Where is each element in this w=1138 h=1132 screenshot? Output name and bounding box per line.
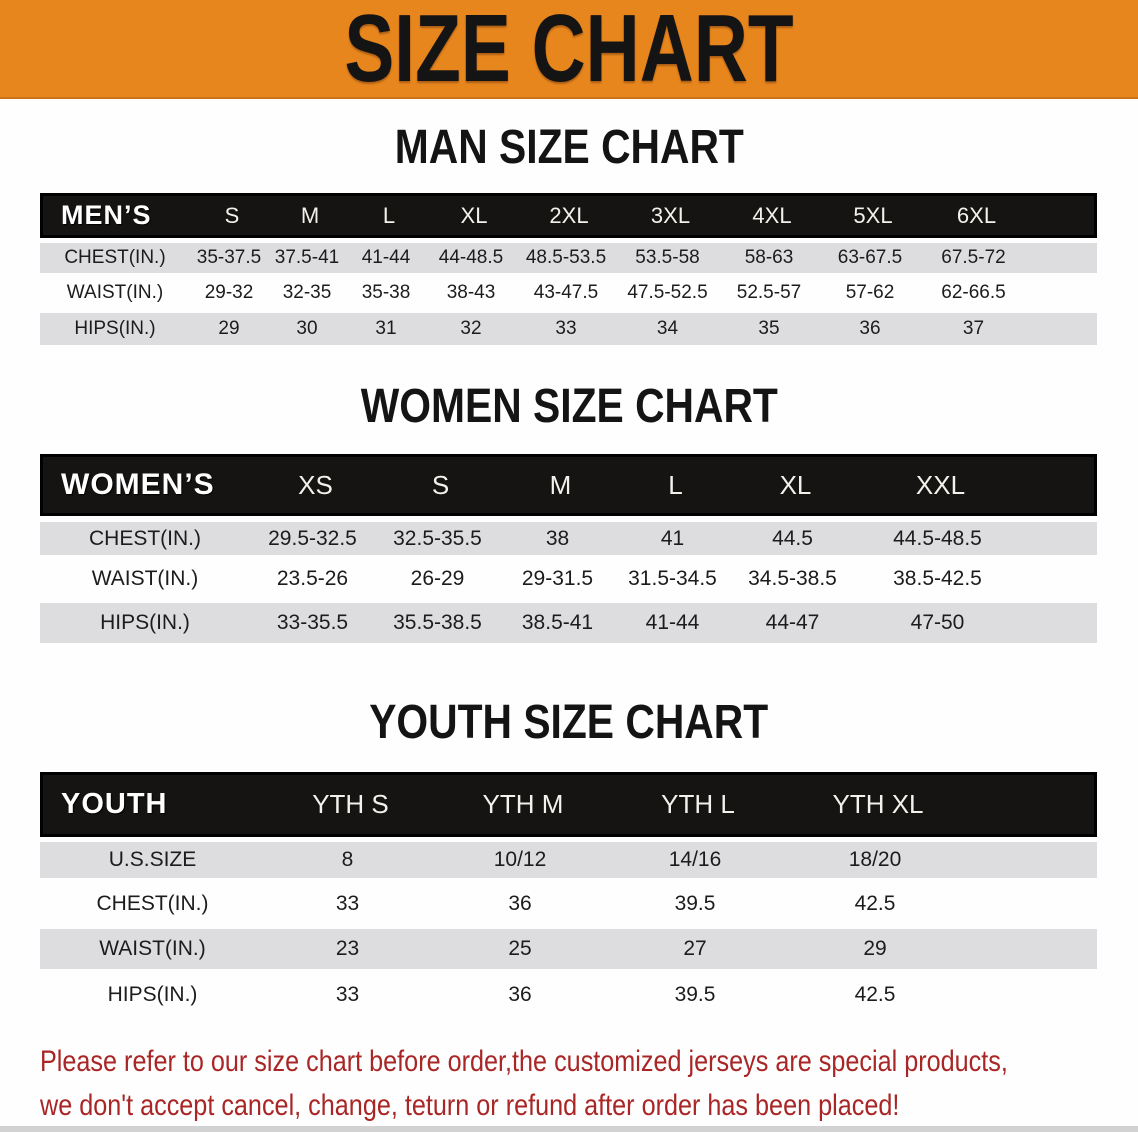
size-col-header: YTH M [482, 789, 564, 819]
table-cell: 42.5 [854, 983, 896, 1006]
table-cell: 31 [375, 318, 397, 339]
table-cell: 44-48.5 [438, 247, 504, 268]
table-cell: 35.5-38.5 [393, 611, 482, 634]
table-cell: 44-47 [765, 611, 820, 634]
table-cell: 33 [555, 318, 577, 339]
table-cell: 47-50 [910, 611, 965, 634]
table-cell: 43-47.5 [533, 282, 599, 303]
size-col-header: 5XL [853, 202, 893, 228]
table-cell: 23 [335, 937, 360, 960]
table-cell: 42.5 [854, 892, 896, 915]
table-cell: 34.5-38.5 [748, 567, 837, 590]
youth-group-label: YOUTH [61, 788, 168, 820]
table-cell: 34 [656, 318, 679, 339]
row-label: CHEST(IN.) [89, 526, 201, 550]
youth-chest-row [40, 884, 1097, 924]
table-cell: 39.5 [674, 892, 716, 915]
table-cell: 47.5-52.5 [627, 282, 708, 303]
table-cell: 25 [508, 937, 532, 960]
table-cell: 29 [863, 937, 887, 960]
men-heading-text: MAN SIZE CHART [394, 121, 744, 174]
table-cell: 29 [218, 318, 240, 339]
table-cell: 32-35 [282, 282, 332, 303]
footer-note-line2: we don't accept cancel, change, teturn or refund after order has been placed! [40, 1089, 900, 1122]
size-col-header: M [549, 469, 572, 500]
table-cell: 29.5-32.5 [268, 526, 357, 550]
youth-heading-text: YOUTH SIZE CHART [369, 696, 769, 749]
table-cell: 52.5-57 [736, 282, 802, 303]
table-cell: 41-44 [361, 247, 411, 268]
men-chest-row [40, 243, 1097, 273]
size-col-header: YTH L [661, 789, 735, 819]
table-cell: 67.5-72 [941, 247, 1006, 268]
table-cell: 36 [508, 892, 532, 915]
table-cell: 38.5-42.5 [893, 567, 982, 590]
row-label: WAIST(IN.) [99, 937, 206, 960]
youth-waist-row [40, 929, 1097, 969]
size-col-header: L [668, 469, 683, 500]
table-cell: 8 [341, 848, 354, 871]
page-title: SIZE CHART [344, 0, 794, 102]
men-waist-row [40, 278, 1097, 308]
table-cell: 41 [660, 526, 685, 550]
bottom-edge-strip [0, 1126, 1138, 1132]
women-group-label: WOMEN’S [61, 468, 215, 501]
table-cell: 63-67.5 [837, 247, 903, 268]
table-cell: 33 [335, 892, 360, 915]
size-col-header: S [431, 469, 450, 500]
men-hips-row [40, 313, 1097, 345]
banner [0, 0, 1138, 102]
size-col-header: 4XL [752, 202, 792, 228]
women-waist-row [40, 561, 1097, 597]
women-hips-row [40, 603, 1097, 643]
table-cell: 38-43 [446, 282, 496, 303]
table-cell: 18/20 [848, 848, 902, 871]
table-cell: 44.5 [772, 526, 813, 550]
size-col-header: XL [779, 469, 812, 500]
table-cell: 37 [962, 318, 985, 339]
table-cell: 62-66.5 [941, 282, 1006, 303]
row-label: CHEST(IN.) [64, 247, 166, 268]
table-cell: 48.5-53.5 [525, 247, 607, 268]
youth-hips-row [40, 976, 1097, 1014]
footer-note [40, 1040, 1138, 1128]
size-col-header: 3XL [650, 202, 691, 228]
row-label: WAIST(IN.) [91, 567, 199, 590]
size-col-header: YTH S [312, 789, 389, 819]
table-cell: 44.5-48.5 [893, 526, 982, 550]
men-heading [0, 123, 1138, 173]
table-cell: 31.5-34.5 [628, 567, 717, 590]
table-cell: 38.5-41 [521, 611, 594, 634]
row-label: HIPS(IN.) [107, 983, 198, 1006]
table-cell: 30 [296, 318, 318, 339]
men-group-label: MEN’S [61, 200, 152, 230]
table-cell: 32 [460, 318, 482, 339]
table-cell: 29-31.5 [521, 567, 594, 590]
youth-table-header-row [40, 772, 1097, 837]
row-label: U.S.SIZE [108, 848, 197, 871]
row-label: HIPS(IN.) [74, 318, 156, 339]
table-cell: 27 [683, 937, 707, 960]
women-size-table [40, 454, 1097, 643]
table-cell: 57-62 [845, 282, 895, 303]
size-col-header: S [224, 202, 240, 228]
table-cell: 37.5-41 [274, 247, 340, 268]
women-table-header-row [40, 454, 1097, 516]
table-cell: 35-37.5 [196, 247, 262, 268]
row-label: HIPS(IN.) [100, 611, 190, 634]
size-col-header: YTH XL [832, 789, 924, 819]
row-label: CHEST(IN.) [96, 892, 209, 915]
table-cell: 38 [545, 526, 570, 550]
table-cell: 58-63 [744, 247, 794, 268]
table-cell: 33-35.5 [276, 611, 349, 634]
women-chest-row [40, 522, 1097, 555]
footer-note-line1: Please refer to our size chart before order,the customized jerseys are special products, [40, 1045, 1008, 1078]
youth-heading [0, 696, 1138, 749]
table-cell: 41-44 [645, 611, 700, 634]
table-cell: 36 [508, 983, 532, 1006]
size-col-header: XL [460, 202, 488, 228]
size-col-header: 2XL [549, 202, 589, 228]
women-heading [0, 380, 1138, 433]
table-cell: 23.5-26 [276, 567, 349, 590]
size-col-header: M [300, 202, 320, 228]
table-cell: 33 [335, 983, 360, 1006]
row-label: WAIST(IN.) [66, 282, 164, 303]
women-heading-text: WOMEN SIZE CHART [360, 380, 778, 433]
table-cell: 36 [859, 318, 881, 339]
youth-ussize-row [40, 842, 1097, 878]
youth-size-table [40, 772, 1097, 1014]
men-table-header-row [40, 193, 1097, 238]
men-size-table [40, 193, 1097, 345]
table-cell: 26-29 [410, 567, 465, 590]
table-cell: 35 [758, 318, 780, 339]
size-col-header: L [382, 202, 396, 228]
table-cell: 35-38 [361, 282, 411, 303]
table-cell: 14/16 [668, 848, 722, 871]
size-col-header: XS [298, 469, 333, 500]
table-cell: 10/12 [493, 848, 547, 871]
size-col-header: 6XL [956, 202, 997, 228]
table-cell: 39.5 [674, 983, 716, 1006]
table-cell: 53.5-58 [635, 247, 700, 268]
table-cell: 32.5-35.5 [393, 526, 482, 550]
size-col-header: XXL [915, 469, 966, 500]
table-cell: 29-32 [204, 282, 254, 303]
